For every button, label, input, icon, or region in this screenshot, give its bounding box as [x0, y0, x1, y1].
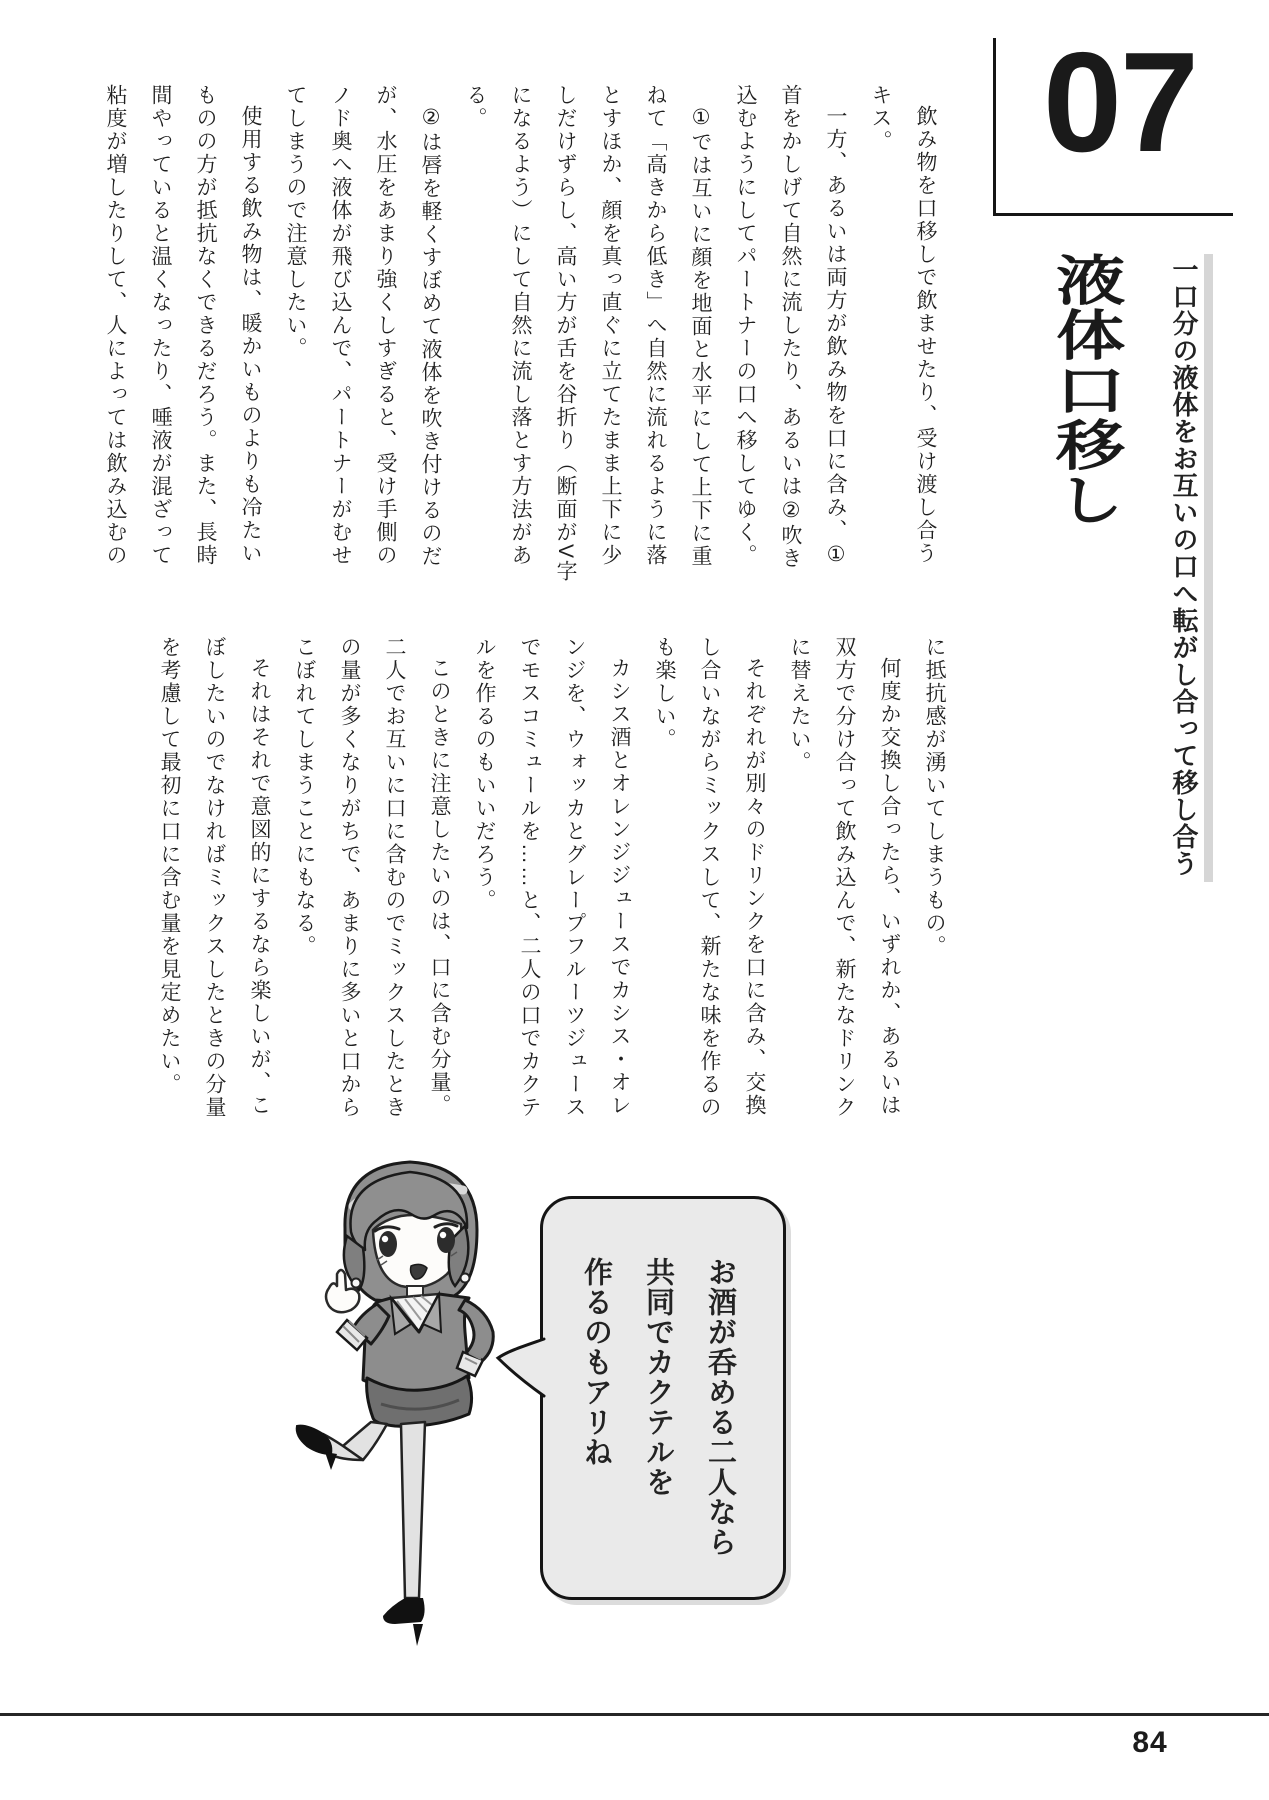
paragraph: カシス酒とオレンジジュースでカシス・オレンジを、ウォッカとグレープフルーツジュースでモスコミュールを……と、二人の口でカクテルを作るのもいいだろう。 — [473, 636, 631, 1119]
chapter-frame-horizontal-line — [993, 213, 1233, 216]
paragraph: 一方、あるいは両方が飲み物を口に含み、①首をかしげて自然に流したり、あるいは②吹き込むようにしてパートナーの口へ移してゆく。 — [734, 84, 847, 570]
paragraph: に抵抗感が湧いてしまうもの。 — [923, 636, 946, 958]
paragraph: それぞれが別々のドリンクを口に含み、交換し合いながらミックスして、新たな味を作るのも楽しい。 — [653, 636, 766, 1119]
speech-line: 共同でカクテルを — [642, 1257, 674, 1497]
paragraph: 何度か交換し合ったら、いずれか、あるいは双方で分け合って飲み込んで、新たなドリンクに替えたい。 — [788, 636, 901, 1119]
paragraph: ①では互いに顔を地面と水平にして上下に重ねて「高きから低き」へ自然に流れるように落とすほか、顔を真っ直ぐに立てたまま上下に少しだけずらし、高い方が舌を谷折り（断面がV字になるよう）にして自然に流し落とす方法がある。 — [464, 84, 712, 584]
page-number: 84 — [1132, 1726, 1168, 1759]
footer-rule — [0, 1713, 1269, 1716]
speech-line: 作るのもアリね — [580, 1257, 612, 1467]
paragraph: ②は唇を軽くすぼめて液体を吹き付けるのだが、水圧をあまり強くしすぎると、受け手側のノド奥へ液体が飛び込んで、パートナーがむせてしまうので注意したい。 — [284, 84, 442, 568]
paragraph: 飲み物を口移しで飲ませたり、受け渡し合うキス。 — [869, 84, 937, 565]
body-text-block-upper — [86, 84, 948, 584]
speech-bubble-text — [565, 1257, 751, 1577]
page-title: 液体口移し — [1046, 252, 1124, 527]
speech-bubble — [540, 1196, 786, 1600]
chapter-frame-vertical-line — [993, 38, 996, 216]
paragraph: それはそれで意図的にするなら楽しいが、こぼしたいのでなければミックスしたときの分量を考慮して最初に口に含む量を見定めたい。 — [158, 636, 271, 1119]
paragraph: 使用する飲み物は、暖かいものよりも冷たいものの方が抵抗なくできるだろう。また、長時間やっていると温くなったり、唾液が混ざって粘度が増したりして、人によっては飲み込むの — [104, 84, 262, 567]
body-text-block-lower — [143, 636, 957, 1128]
page-subtitle: 一口分の液体をお互いの口へ転がし合って移し合う — [1169, 256, 1199, 877]
office-lady-character-illustration — [225, 1128, 525, 1703]
paragraph: このときに注意したいのは、口に含む分量。二人でお互いに口に含むのでミックスしたときの量が多くなりがちで、あまりに多いと口からこぼれてしまうことにもなる。 — [293, 636, 451, 1119]
subtitle-accent-bar — [1204, 254, 1213, 882]
speech-line: お酒が呑める二人なら — [704, 1257, 736, 1557]
chapter-number: 07 — [1043, 23, 1197, 182]
